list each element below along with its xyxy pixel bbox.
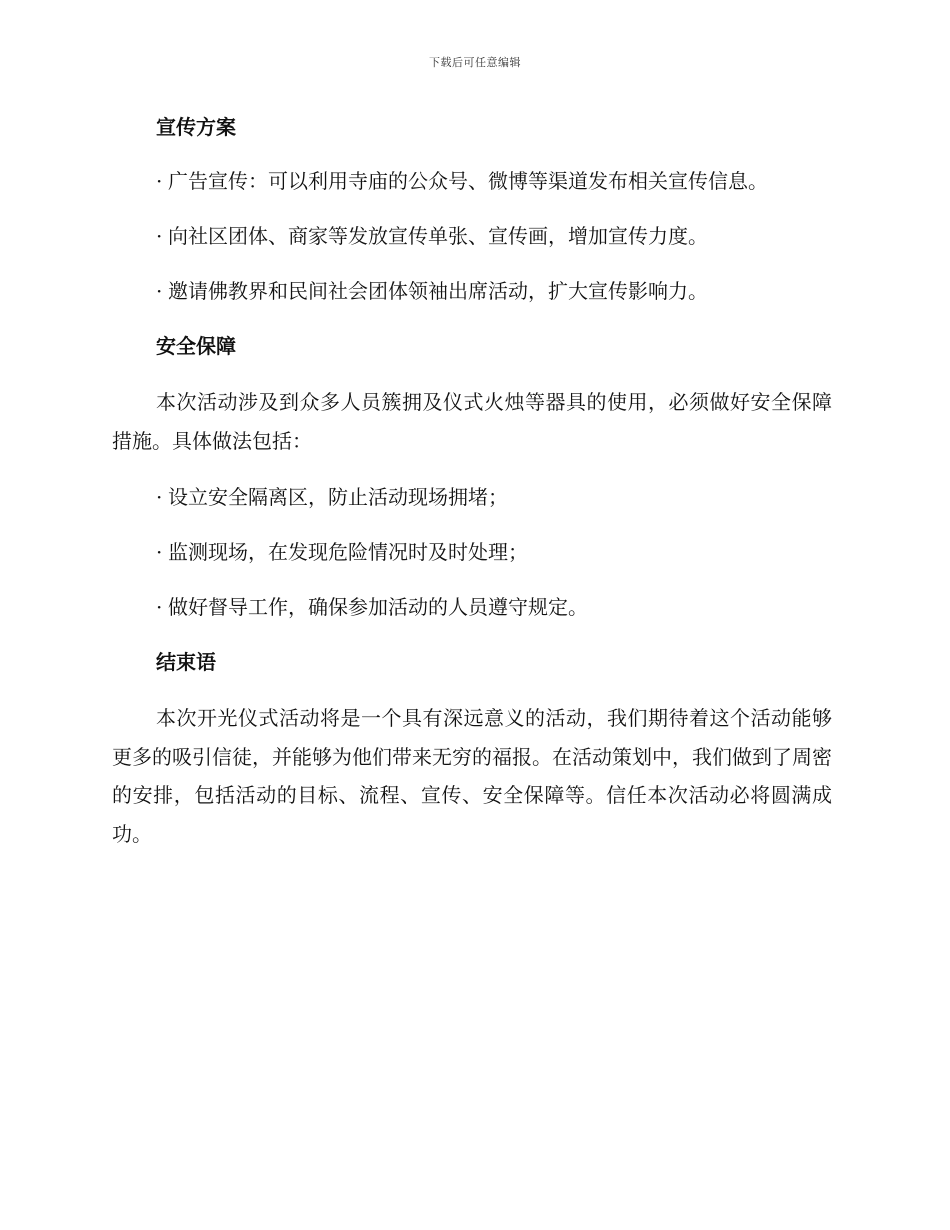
- list-item-text: 做好督导工作，确保参加活动的人员遵守规定。: [168, 595, 588, 619]
- list-item: [156, 164, 832, 198]
- list-item: [156, 590, 832, 624]
- section-heading-publicity: 宣传方案: [156, 115, 236, 139]
- list-item-text: 监测现场，在发现危险情况时及时处理；: [168, 540, 528, 564]
- page-header-note: 下载后可任意编辑: [429, 56, 521, 69]
- safety-intro-paragraph: 本次活动涉及到众多人员簇拥及仪式火烛等器具的使用，必须做好安全保障措施。具体做法包括：: [112, 390, 832, 453]
- bullet-dot-icon: ·: [156, 279, 163, 303]
- list-item: [156, 219, 832, 253]
- bullet-dot-icon: ·: [156, 169, 163, 193]
- closing-paragraph: 本次开光仪式活动将是一个具有深远意义的活动，我们期待着这个活动能够更多的吸引信徒，并能够为他们带来无穷的福报。在活动策划中，我们做到了周密的安排，包括活动的目标、流程、宣传、安全保障等。信任本次活动必将圆满成功。: [112, 706, 832, 846]
- list-item-text: 设立安全隔离区，防止活动现场拥堵；: [168, 485, 508, 509]
- bullet-dot-icon: ·: [156, 595, 163, 619]
- list-item-text: 广告宣传：可以利用寺庙的公众号、微博等渠道发布相关宣传信息。: [168, 169, 768, 193]
- bullet-dot-icon: ·: [156, 485, 163, 509]
- list-item: [156, 480, 832, 514]
- list-item: [156, 535, 832, 569]
- section-heading-safety: 安全保障: [156, 334, 236, 358]
- bullet-dot-icon: ·: [156, 224, 163, 248]
- document-body: [112, 110, 832, 869]
- bullet-dot-icon: ·: [156, 540, 163, 564]
- list-item: [156, 274, 832, 308]
- section-heading-closing: 结束语: [156, 650, 216, 674]
- list-item-text: 向社区团体、商家等发放宣传单张、宣传画，增加宣传力度。: [168, 224, 708, 248]
- list-item-text: 邀请佛教界和民间社会团体领袖出席活动，扩大宣传影响力。: [168, 279, 708, 303]
